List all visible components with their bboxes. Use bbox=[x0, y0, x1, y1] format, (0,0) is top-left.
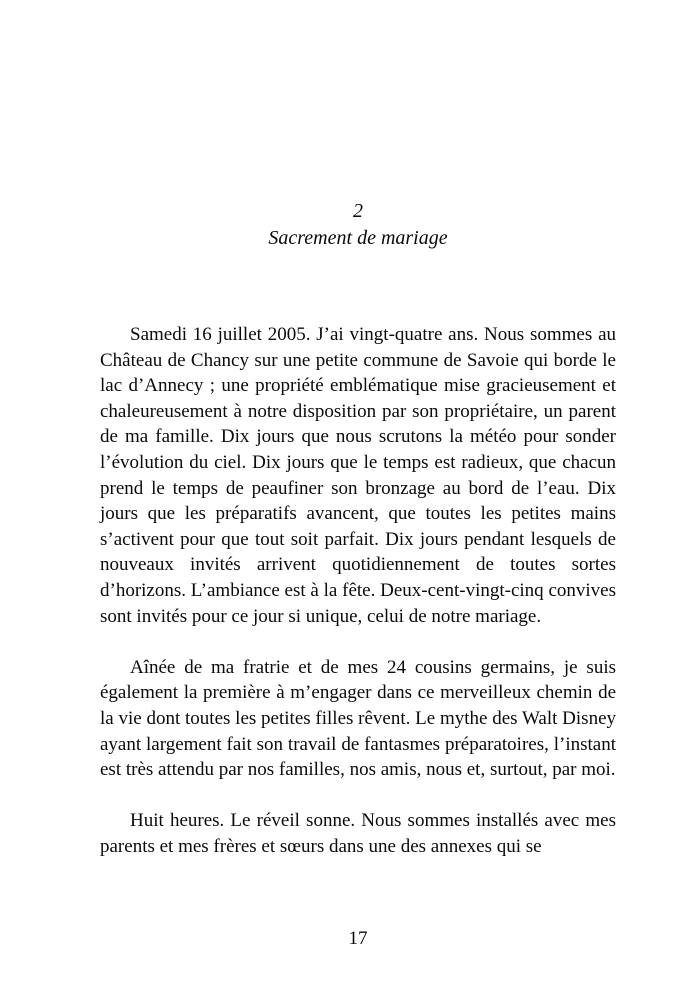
page-body bbox=[100, 322, 616, 859]
paragraph-2: Aînée de ma fratrie et de mes 24 cousins germains, je suis également la première à m’engager dans ce merveilleux chemin de la vie dont toutes les petites filles rêvent. Le mythe des Walt Disney ayant largement fait son travail de fantasmes préparatoires, l’instant est très attendu par nos familles, nos amis, nous et, surtout, par moi. bbox=[100, 656, 616, 781]
paragraph-1: Samedi 16 juillet 2005. J’ai vingt-quatre ans. Nous sommes au Château de Chancy sur une petite commune de Savoie qui borde le lac d’Annecy ; une propriété emblématique mise gracieusement et chaleureusement à notre disposition par son propriétaire, un parent de ma famille. Dix jours que nous scrutons la météo pour sonder l’évolution du ciel. Dix jours que le temps est radieux, que chacun prend le temps de peaufiner son bronzage au bord de l’eau. Dix jours que les préparatifs avancent, que toutes les petites mains s’activent pour que tout soit parfait. Dix jours pendant lesquels de nouveaux invités arrivent quotidiennement de toutes sortes d’horizons. L’ambiance est à la fête. Deux-cent-vingt-cinq convives sont invités pour ce jour si unique, celui de notre mariage. bbox=[100, 324, 616, 627]
page-number: 17 bbox=[348, 928, 368, 949]
chapter-title: Sacrement de mariage bbox=[268, 227, 448, 249]
chapter-heading bbox=[100, 198, 616, 252]
paragraph-3: Huit heures. Le réveil sonne. Nous sommes installés avec mes parents et mes frères et sœurs dans une des annexes qui se bbox=[100, 810, 616, 857]
chapter-number: 2 bbox=[353, 200, 363, 222]
